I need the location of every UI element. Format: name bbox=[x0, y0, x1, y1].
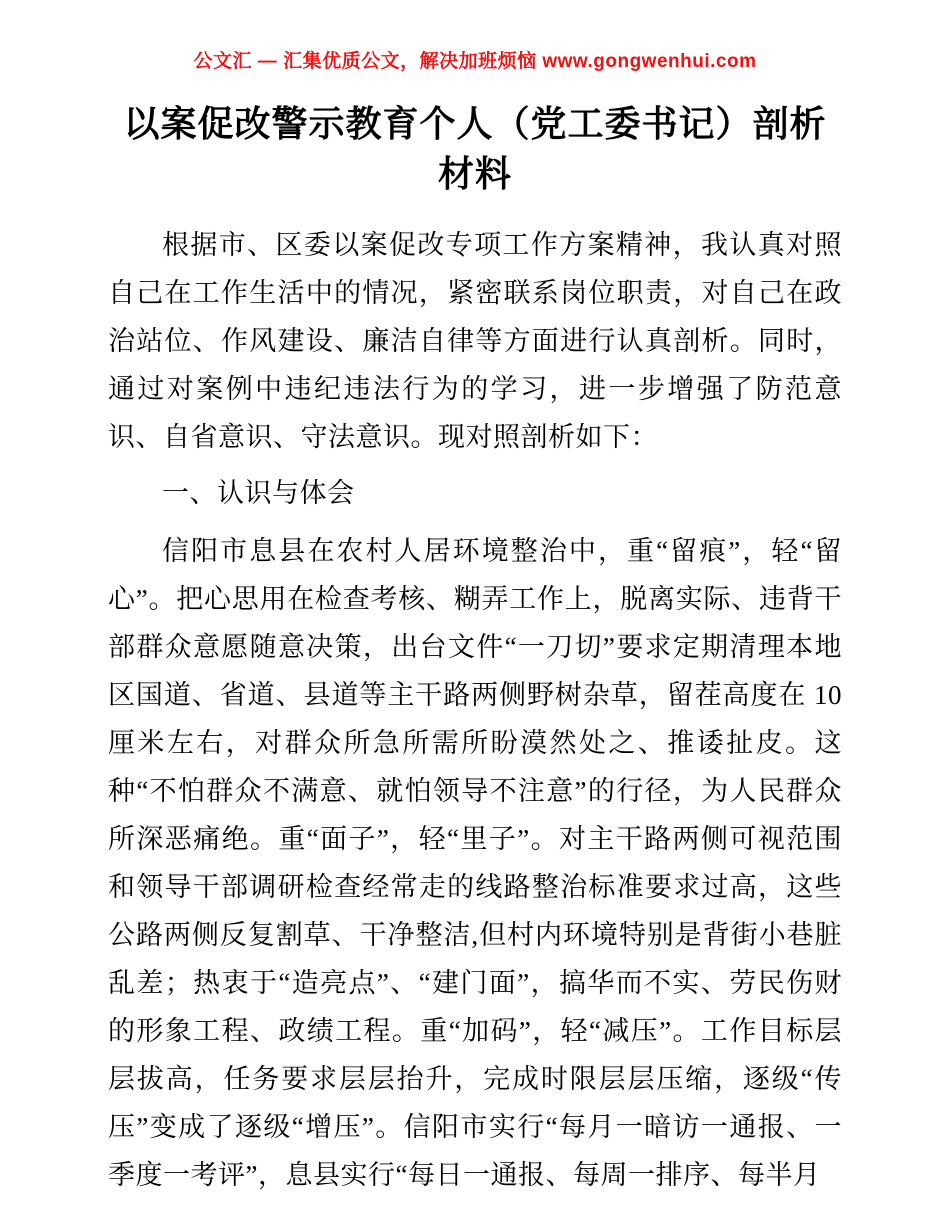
paragraph-intro: 根据市、区委以案促改专项工作方案精神，我认真对照自己在工作生活中的情况，紧密联系岗位职责，对自己在政治站位、作风建设、廉洁自律等方面进行认真剖析。同时，通过对案例中违纪违法行为的学习，进一步增强了防范意识、自省意识、守法意识。现对照剖析如下： bbox=[108, 230, 842, 452]
paragraph-body: 信阳市息县在农村人居环境整治中，重“留痕”，轻“留心”。把心思用在检查考核、糊弄工作上，脱离实际、违背干部群众意愿随意决策，出台文件“一刀切”要求定期清理本地区国道、省道、县道等主干路两侧野树杂草，留茬高度在 10 厘米左右，对群众所急所需所盼漠然处之、推诿扯皮。这种“不怕群众不满意、就怕领导不注意”的行径，为人民群众所深恶痛绝。重“面子”，轻“里子”。对主干路两侧可视范围和领导干部调研检查经常走的线路整治标准要求过高，这些公路两侧反复割草、干净整洁,但村内环境特别是背街小巷脏乱差；热衷于“造亮点”、“建门面”，搞华而不实、劳民伤财的形象工程、政绩工程。重“加码”，轻“减压”。工作目标层层拔高，任务要求层层抬升，完成时限层层压缩，逐级“传压”变成了逐级“增压”。信阳市实行“每月一暗访一通报、一季度一考评”，息县实行“每日一通报、每周一排序、每半月 bbox=[108, 536, 842, 1190]
watermark-header: 公文汇 — 汇集优质公文，解决加班烦恼 www.gongwenhui.com bbox=[193, 51, 757, 72]
section-heading: 一、认识与体会 bbox=[162, 478, 355, 508]
document-title: 以案促改警示教育个人（党工委书记）剖析材料 bbox=[123, 104, 827, 194]
